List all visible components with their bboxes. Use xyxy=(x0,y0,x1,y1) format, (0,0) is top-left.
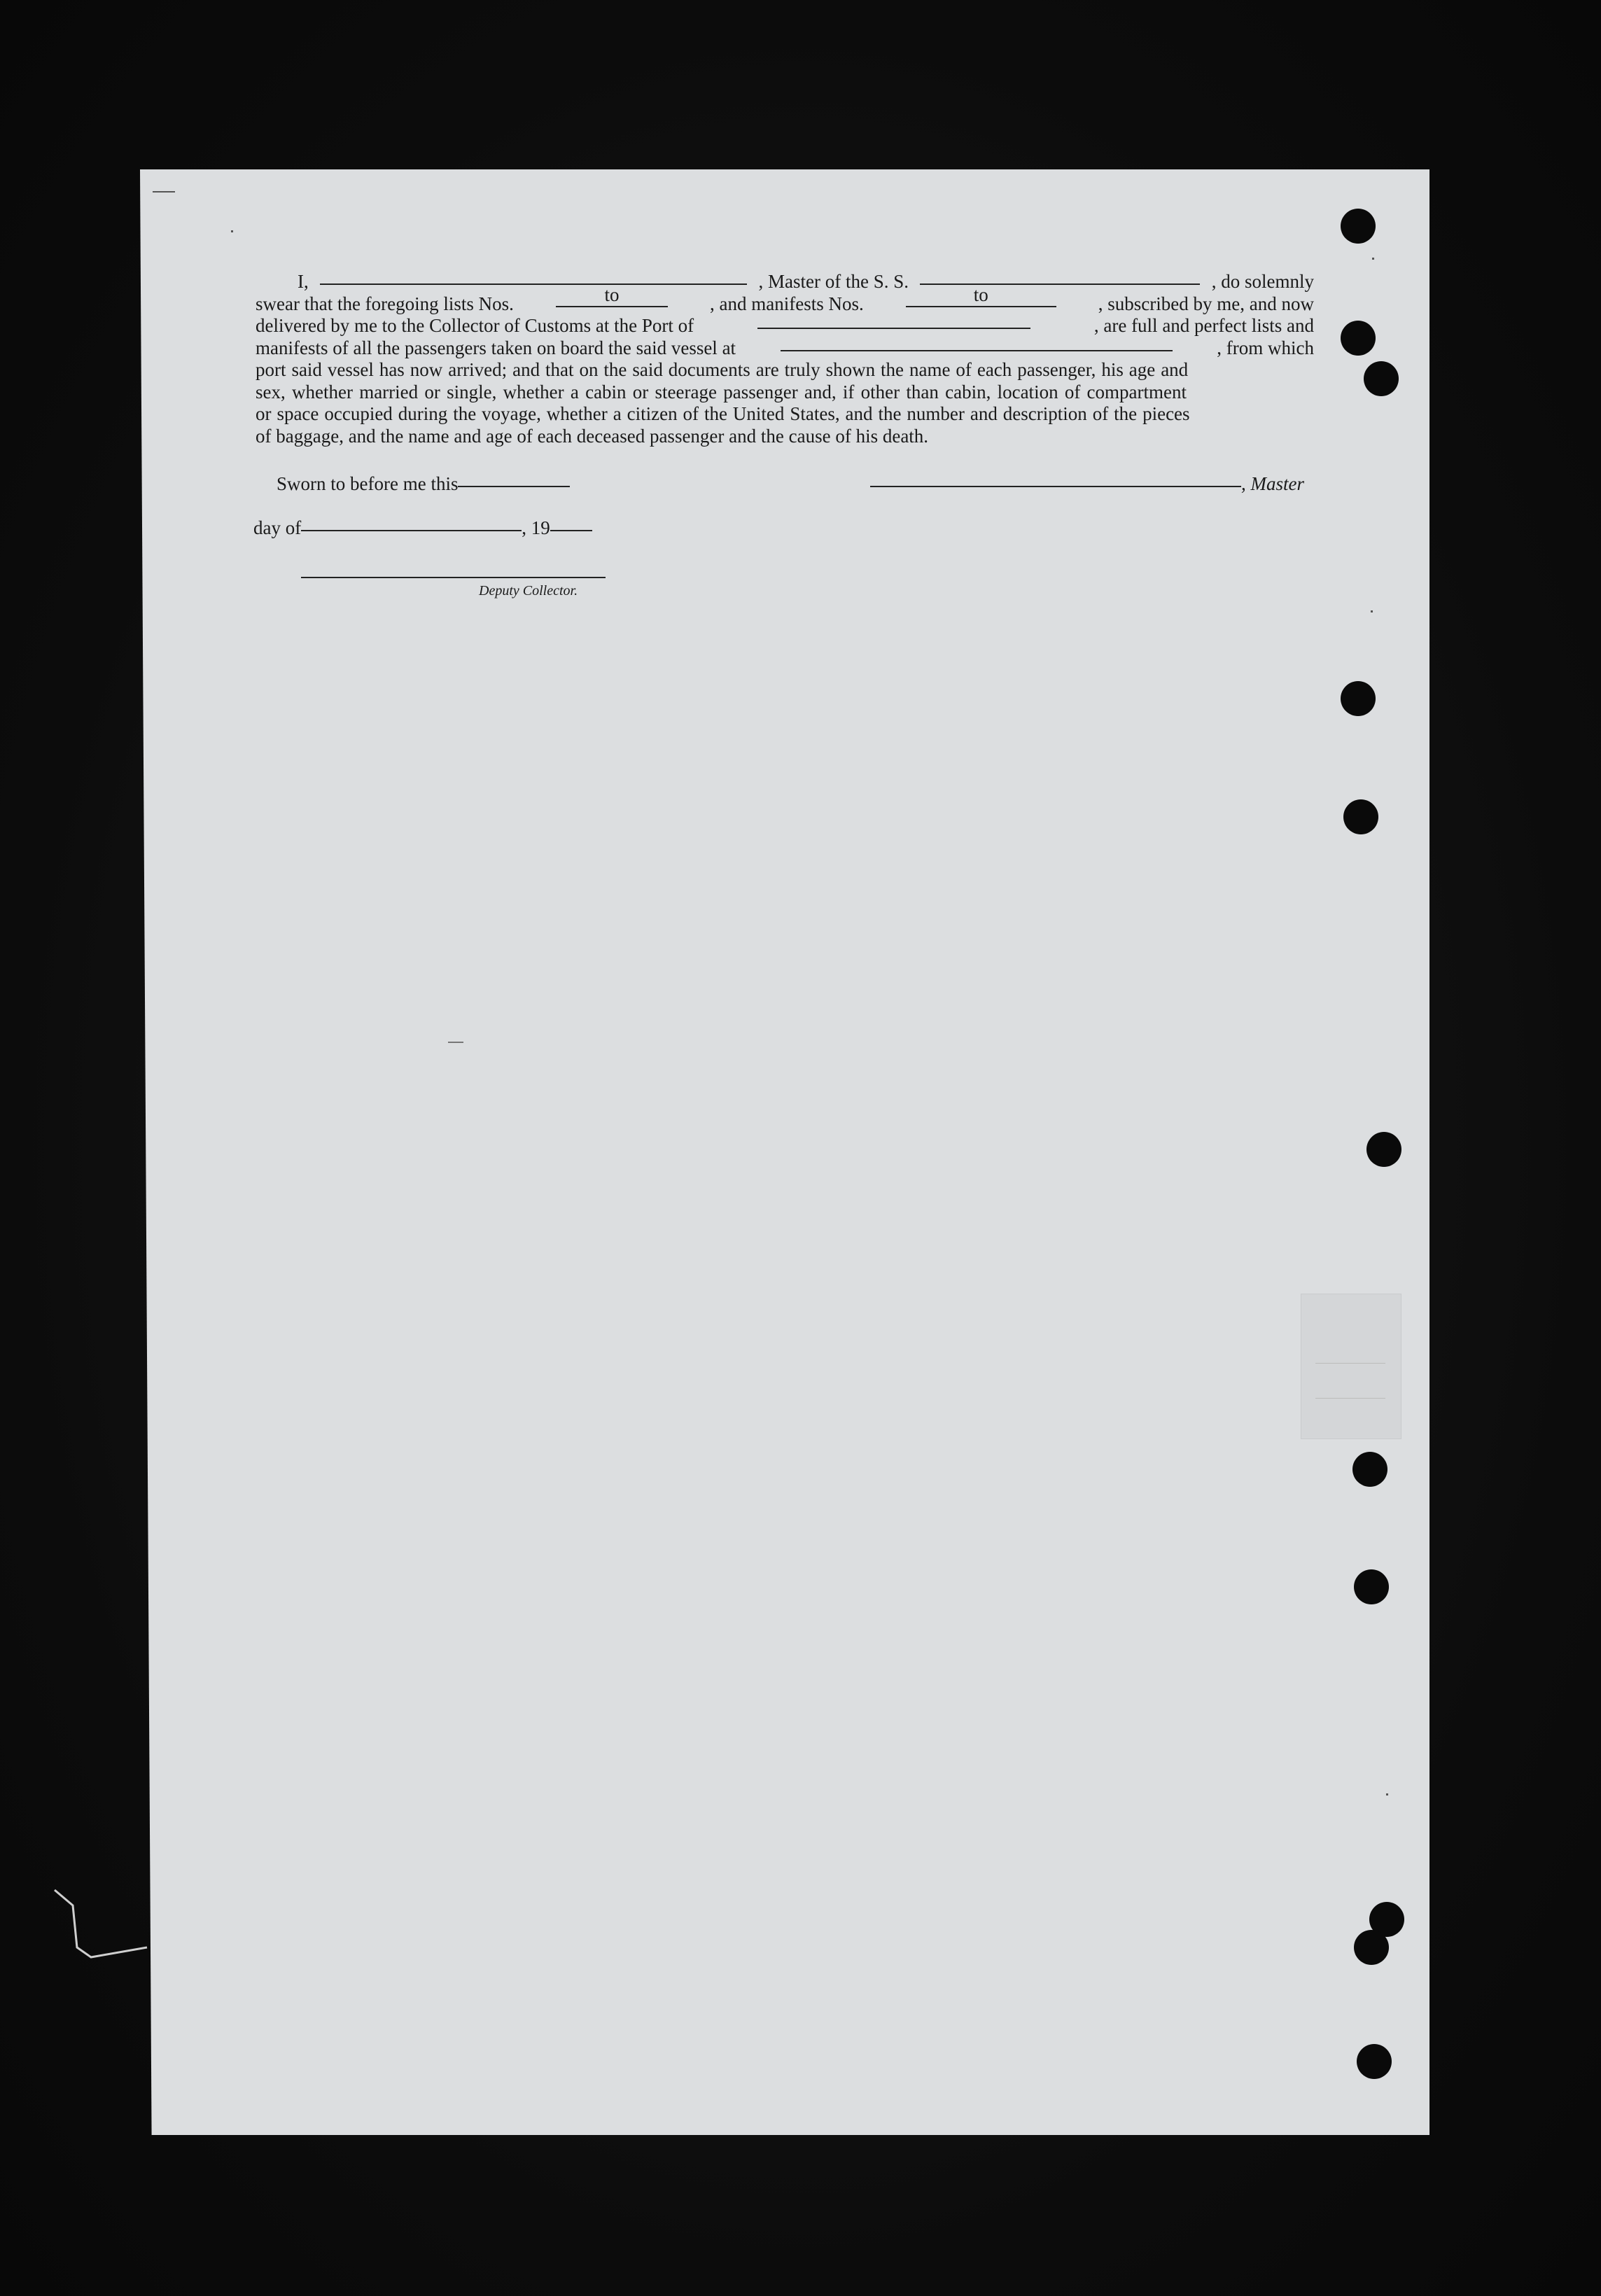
to-label: to xyxy=(973,284,988,305)
master-signature-line xyxy=(870,473,1304,495)
manifests-numbers-field[interactable] xyxy=(906,284,1056,307)
oath-line-6: sex, whether married or single, whether a cabin or steerage passenger and, if other than cabin, location of compartment xyxy=(256,381,1187,402)
punch-hole xyxy=(1354,1930,1389,1965)
year-prefix: , 19 xyxy=(522,517,550,538)
punch-hole xyxy=(1352,1452,1387,1487)
oath-text: swear that the foregoing lists Nos. xyxy=(256,293,514,314)
oath-text: , subscribed by me, and now xyxy=(1098,293,1314,314)
day-of-line xyxy=(253,517,592,539)
oath-line-2 xyxy=(256,284,1314,316)
oath-line-5: port said vessel has now arrived; and that on the said documents are truly shown the name of each passenger, his age and xyxy=(256,359,1189,380)
stamp-rule xyxy=(1315,1363,1385,1364)
punch-hole xyxy=(1354,1569,1389,1604)
to-label: to xyxy=(604,284,620,305)
oath-line-7: or space occupied during the voyage, whether a citizen of the United States, and the number and description of the pieces xyxy=(256,403,1190,424)
document-page xyxy=(140,169,1429,2135)
speck xyxy=(231,230,233,232)
oath-text: , and manifests Nos. xyxy=(710,293,864,314)
vessel-name-field[interactable] xyxy=(920,284,1200,285)
punch-hole xyxy=(1341,681,1376,716)
oath-text: manifests of all the passengers taken on board the said vessel at xyxy=(256,337,736,358)
lists-numbers-field[interactable] xyxy=(556,284,668,307)
embarkation-port-field[interactable] xyxy=(781,350,1173,351)
speck xyxy=(1371,610,1373,612)
oath-line-1 xyxy=(256,271,1314,293)
oath-line-8: of baggage, and the name and age of each deceased passenger and the cause of his death. xyxy=(256,425,929,447)
faded-stamp xyxy=(1301,1294,1401,1439)
master-name-field[interactable] xyxy=(320,284,747,285)
port-field[interactable] xyxy=(757,328,1030,329)
oath-line-4 xyxy=(256,337,1314,360)
oath-text: , Master of the S. S. xyxy=(758,271,909,292)
punch-hole xyxy=(1343,799,1378,834)
speck xyxy=(448,1042,463,1043)
year-field[interactable] xyxy=(550,530,592,531)
master-label: , Master xyxy=(1241,473,1304,494)
oath-text: , are full and perfect lists and xyxy=(1093,315,1314,336)
oath-text: I, xyxy=(298,271,309,292)
oath-text: delivered by me to the Collector of Customs at the Port of xyxy=(256,315,694,336)
speck xyxy=(1372,258,1374,260)
page-mark xyxy=(153,191,175,192)
oath-text: , do solemnly xyxy=(1211,271,1314,292)
punch-hole xyxy=(1341,321,1376,356)
punch-hole xyxy=(1357,2044,1392,2079)
punch-hole xyxy=(1341,209,1376,244)
stamp-rule xyxy=(1315,1398,1385,1399)
month-field[interactable] xyxy=(301,530,522,531)
oath-paragraph xyxy=(256,271,1314,447)
scratch-mark xyxy=(52,1884,150,1968)
sworn-line xyxy=(277,473,570,495)
punch-hole xyxy=(1364,361,1399,396)
speck xyxy=(1386,1793,1388,1795)
master-signature-field[interactable] xyxy=(870,486,1241,487)
sworn-label: Sworn to before me this xyxy=(277,473,459,494)
oath-line-3 xyxy=(256,315,1314,337)
punch-hole xyxy=(1366,1132,1401,1167)
day-of-label: day of xyxy=(253,517,302,538)
deputy-collector-label: Deputy Collector. xyxy=(479,583,578,598)
sworn-day-field[interactable] xyxy=(458,486,570,487)
oath-text: , from which xyxy=(1217,337,1314,358)
deputy-collector-signature-field[interactable] xyxy=(301,577,606,578)
